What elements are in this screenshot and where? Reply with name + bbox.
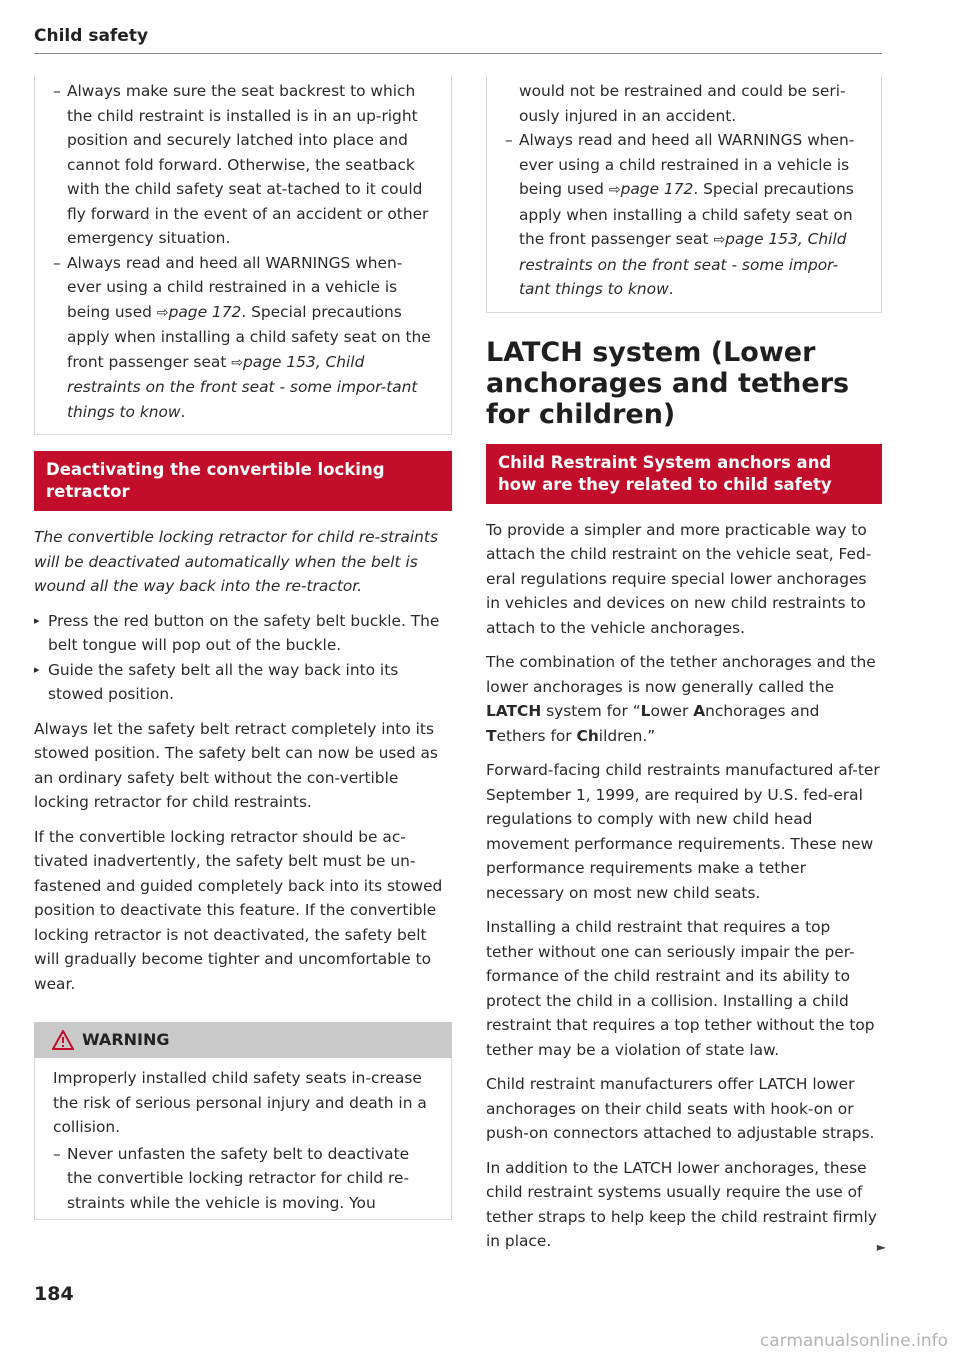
watermark: carmanualsonline.info: [759, 1331, 948, 1351]
xref-arrow-icon: ⇨: [713, 232, 726, 248]
main-heading: LATCH system (Lower anchorages and tethers for children): [486, 336, 850, 430]
paragraph: The combination of the tether anchorages and the lower anchorages is now generally called the LATCH system for “Lower Anchorages and Tethers for Children.”: [486, 653, 876, 745]
warning-triangle-icon: [52, 1030, 74, 1050]
warning-list: [505, 128, 863, 302]
left-column: [34, 75, 452, 1220]
warning-list: [53, 1142, 433, 1216]
continued-warning-box: [486, 75, 882, 313]
header-rule: [34, 53, 882, 54]
paragraph: Child restraint manufacturers offer LATCH lower anchorages on their child seats with hook-on or push-on connectors attached to adjustable straps.: [486, 1075, 875, 1142]
sub-heading: Child Restraint System anchors and how are they related to child safety: [486, 444, 882, 504]
page-link[interactable]: page 172: [620, 180, 694, 198]
paragraph: Always let the safety belt retract completely into its stowed position. The safety belt can now be used as an ordinary safety belt without the con-vertible locking retractor for child restraints.: [34, 719, 438, 811]
paragraph: Installing a child restraint that requires a top tether without one can seriously impair the per-formance of the child restraint and its ability to protect the child in a collision. Installing a child restraint that requires a top tether without the top tether may be a violation of state law.: [486, 918, 875, 1059]
page-link[interactable]: page 172: [168, 302, 242, 321]
paragraph: If the convertible locking retractor should be ac-tivated inadvertently, the safety belt must be un-fastened and guided completely back into its stowed position to deactivate this feature. If the convertible locking retractor is not deactivated, the safety belt will gradually become tighter and uncomfortable to wear.: [34, 827, 443, 993]
step-list: [34, 609, 452, 707]
continue-arrow-icon: ►: [876, 1240, 886, 1254]
list-item: – Always make sure the seat backrest to which the child restraint is installed is in an up-right position and securely latched into place and cannot fold forward. Otherwise, the seatback with the child safety seat at-tached to it could fly forward in the event of an accident or other emergency situation.: [53, 79, 433, 251]
page-number: 184: [34, 1283, 74, 1305]
list-item: – Never unfasten the safety belt to deactivate the convertible locking retractor for child re-straints while the vehicle is moving. You: [53, 1142, 433, 1216]
list-item: – Always read and heed all WARNINGS when-ever using a child restrained in a vehicle is being used ⇨page 172. Special precautions apply when installing a child safety seat on the front passenger seat ⇨page 153, Child restraints on the front seat - some impor-tant things to know.: [505, 128, 863, 302]
xref-arrow-icon: ⇨: [156, 304, 169, 321]
continued-warning-box: [34, 75, 452, 435]
page-header: Child safety: [34, 26, 149, 46]
paragraph: In addition to the LATCH lower anchorages, these child restraint systems usually require the use of tether straps to help keep the child restraint firmly in place.: [486, 1158, 877, 1250]
warning-list: [53, 79, 433, 424]
paragraph: Forward-facing child restraints manufactured af-ter September 1, 1999, are required by U.S. fed-eral regulations to comply with new child head movement performance requirements. These new performance requirements make a tether necessary on most new child seats.: [486, 761, 880, 902]
xref-arrow-icon: ⇨: [608, 182, 621, 198]
page-link[interactable]: page 153, Child restraints on the front seat - some impor-tant things to know: [67, 352, 418, 421]
warning-text: Improperly installed child safety seats in-crease the risk of serious personal injury and death in a collision.: [53, 1069, 427, 1136]
page-link[interactable]: page 153, Child restraints on the front seat - some impor-tant things to know: [519, 230, 847, 298]
right-column: [486, 75, 882, 1264]
section-title: Deactivating the convertible locking retractor: [34, 451, 452, 511]
warning-body: [34, 1058, 452, 1220]
list-item: – Always read and heed all WARNINGS when-ever using a child restrained in a vehicle is being used ⇨page 172. Special precautions apply when installing a child safety seat on the front passenger seat ⇨page 153, Child restraints on the front seat - some impor-tant things to know.: [53, 251, 433, 425]
paragraph: To provide a simpler and more practicable way to attach the child restraint on the vehicle seat, Fed-eral regulations require special lower anchorages in vehicles and devices on new child restraints to attach to the vehicle anchorages.: [486, 520, 872, 637]
warning-header: [34, 1022, 452, 1058]
warning-label: WARNING: [82, 1029, 170, 1049]
step-item: ▸ Guide the safety belt all the way back into its stowed position.: [34, 658, 452, 707]
xref-arrow-icon: ⇨: [231, 354, 244, 371]
warning-continuation: would not be restrained and could be seri-ously injured in an accident.: [519, 82, 846, 125]
step-item: ▸ Press the red button on the safety belt buckle. The belt tongue will pop out of the buckle.: [34, 609, 452, 658]
intro-text: The convertible locking retractor for child re-straints will be deactivated automatically when the belt is wound all the way back into the re-tractor.: [34, 528, 438, 595]
